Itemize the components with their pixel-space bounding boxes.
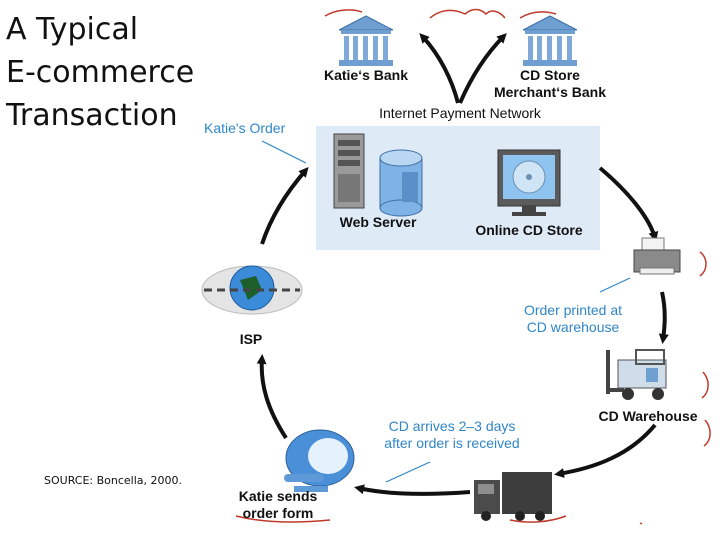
forklift-icon <box>606 350 666 400</box>
payment-network-label: Internet Payment Network <box>379 105 541 121</box>
arrival-note-line1: CD arrives 2–3 days <box>388 418 516 434</box>
annotation-mark <box>702 372 708 398</box>
cd-store-bank-label-line2: Merchant‘s Bank <box>493 84 607 100</box>
computer-icon <box>284 430 354 492</box>
annotation-mark <box>430 10 505 19</box>
database-icon <box>380 150 422 216</box>
arrow-katie-to-isp <box>262 358 286 438</box>
printer-icon <box>634 238 680 274</box>
katies-bank-label: Katie‘s Bank <box>323 67 409 83</box>
annotation-mark <box>640 523 642 524</box>
web-server-icon <box>334 134 364 208</box>
order-callout-line <box>262 141 306 163</box>
title-line-2: E-commerce <box>6 55 195 90</box>
title-line-1: A Typical <box>6 12 139 47</box>
warehouse-label: CD Warehouse <box>598 408 698 424</box>
cd-store-bank-label-line1: CD Store <box>520 67 580 83</box>
annotation-mark <box>325 10 362 16</box>
annotation-mark <box>700 252 706 276</box>
katie-label-line2: order form <box>242 505 314 521</box>
web-server-label: Web Server <box>339 214 417 230</box>
arrow-to-katies-bank <box>422 36 458 103</box>
arrow-warehouse-to-truck <box>558 425 655 474</box>
arrow-isp-to-store <box>262 170 306 244</box>
truck-icon <box>474 472 552 521</box>
arrow-printer-to-warehouse <box>662 292 665 340</box>
source-citation: SOURCE: Boncella, 2000. <box>44 474 183 487</box>
arrival-note-line2: after order is received <box>384 435 520 451</box>
arrival-callout-line <box>386 462 430 482</box>
printed-note-line2: CD warehouse <box>526 319 620 335</box>
arrow-store-to-printer <box>600 168 655 238</box>
bank-icon <box>339 16 393 66</box>
katie-label-line1: Katie sends <box>238 488 318 504</box>
arrow-truck-to-katie <box>358 488 470 494</box>
printed-callout-line <box>600 278 630 292</box>
bank-icon <box>523 16 577 66</box>
monitor-icon <box>498 150 560 216</box>
title-line-3: Transaction <box>6 98 178 133</box>
online-store-label: Online CD Store <box>475 222 583 238</box>
cloud-globe-icon <box>202 266 302 314</box>
katies-order-note: Katie's Order <box>204 120 286 136</box>
isp-label: ISP <box>239 331 263 347</box>
printed-note-line1: Order printed at <box>523 302 623 318</box>
